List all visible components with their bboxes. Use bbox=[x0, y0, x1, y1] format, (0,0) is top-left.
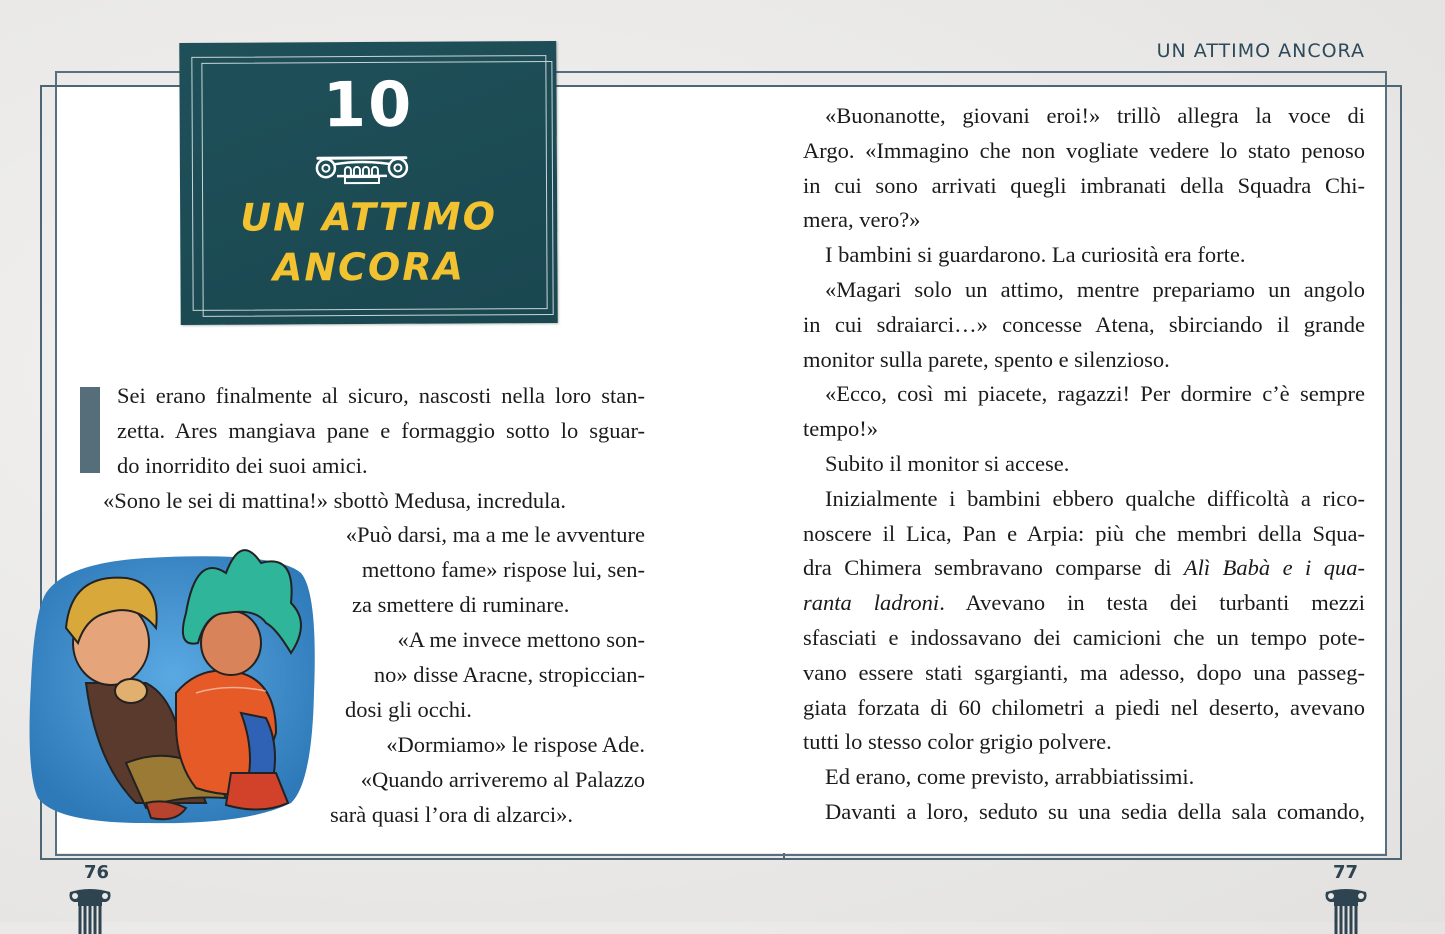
wrapped-line: «A me invece mettono son- bbox=[397, 627, 645, 652]
text-line: noscere il Lica, Pan e Arpia: più che membri della Squa- bbox=[803, 520, 1365, 546]
text-line: Inizialmente i bambini ebbero qualche difficoltà a rico- bbox=[825, 485, 1365, 511]
ionic-column-icon bbox=[66, 884, 114, 934]
book-title-italic: ranta ladroni bbox=[803, 590, 940, 616]
text-line-mixed bbox=[803, 551, 1365, 586]
chapter-title-line1: UN ATTIMO bbox=[240, 194, 498, 240]
text-line: zetta. Ares mangiava pane e formaggio sotto lo sguar- bbox=[117, 417, 645, 443]
text-line: Argo. «Immagino che non vogliate vedere lo stato penoso bbox=[803, 137, 1365, 163]
wrapped-line: za smettere di ruminare. bbox=[352, 592, 570, 617]
text-line: vano essere stati sgargianti, ma adesso, dopo una passeg- bbox=[803, 659, 1365, 685]
left-intro-paragraph bbox=[117, 379, 645, 483]
book-title-italic: Alì Babà e i qua- bbox=[1183, 555, 1365, 581]
text-line: «Magari solo un attimo, mentre prepariamo un angolo bbox=[825, 276, 1365, 302]
text-line: in cui sdraiarci…» concesse Atena, sbirciando il grande bbox=[803, 311, 1365, 337]
text-line: I bambini si guardarono. La curiosità era forte. bbox=[825, 242, 1246, 268]
left-paragraph-medusa: «Sono le sei di mattina!» sbottò Medusa, incredula. bbox=[103, 488, 567, 513]
right-page-body bbox=[803, 99, 1365, 830]
text-line: Davanti a loro, seduto su una sedia della sala comando, bbox=[825, 798, 1365, 824]
text-line: Sei erano finalmente al sicuro, nascosti nella loro stan- bbox=[117, 383, 645, 408]
text-line: monitor sulla parete, spento e silenzioso. bbox=[803, 346, 1170, 372]
text-line: tutti lo stesso color grigio polvere. bbox=[803, 729, 1112, 755]
text-line: giata forzata di 60 chilometri a piedi nel deserto, avevano bbox=[803, 694, 1365, 720]
dropcap-initial-i bbox=[80, 387, 100, 473]
chapter-title bbox=[180, 191, 558, 293]
wrapped-line: sarà quasi l’ora di alzarci». bbox=[330, 802, 574, 827]
text-line: do inorridito dei suoi amici. bbox=[117, 452, 368, 478]
text-line: tempo!» bbox=[803, 416, 878, 442]
wrapped-line: «Può darsi, ma a me le avventure bbox=[345, 522, 645, 547]
text-line: mera, vero?» bbox=[803, 207, 921, 233]
text-line: in cui sono arrivati quegli imbranati della Squadra Chi- bbox=[803, 172, 1365, 198]
wrapped-line: mettono fame» rispose lui, sen- bbox=[361, 557, 645, 582]
text-line: Subito il monitor si accese. bbox=[825, 450, 1070, 476]
text-line: Ed erano, come previsto, arrabbiatissimi. bbox=[825, 764, 1195, 790]
text-line: «Ecco, così mi piacete, ragazzi! Per dormire c’è sempre bbox=[825, 381, 1365, 407]
text-line-mixed bbox=[803, 586, 1365, 621]
text-span: . Avevano in testa dei turbanti mezzi bbox=[939, 590, 1365, 616]
ionic-column-icon bbox=[1322, 884, 1370, 934]
illustration-ares-medusa bbox=[26, 533, 318, 829]
wrapped-line: «Dormiamo» le rispose Ade. bbox=[386, 732, 645, 757]
chapter-title-line2: ANCORA bbox=[272, 244, 466, 290]
running-head: UN ATTIMO ANCORA bbox=[1156, 40, 1365, 62]
wrapped-line: no» disse Aracne, stropiccian- bbox=[373, 662, 645, 687]
chapter-number: 10 bbox=[322, 67, 414, 142]
wrapped-line: dosi gli occhi. bbox=[345, 697, 472, 722]
wrapped-line: «Quando arriveremo al Palazzo bbox=[360, 767, 645, 792]
page-number-left: 76 bbox=[84, 862, 110, 883]
ionic-capital-icon bbox=[312, 150, 412, 187]
text-line: «Buonanotte, giovani eroi!» trillò allegra la voce di bbox=[825, 103, 1365, 128]
text-line: sfasciati e indossavano dei camicioni che un tempo pote- bbox=[803, 624, 1365, 650]
page-number-right: 77 bbox=[1333, 862, 1359, 883]
chapter-title-card bbox=[179, 41, 557, 325]
text-span: dra Chimera sembravano comparse di bbox=[803, 555, 1184, 581]
